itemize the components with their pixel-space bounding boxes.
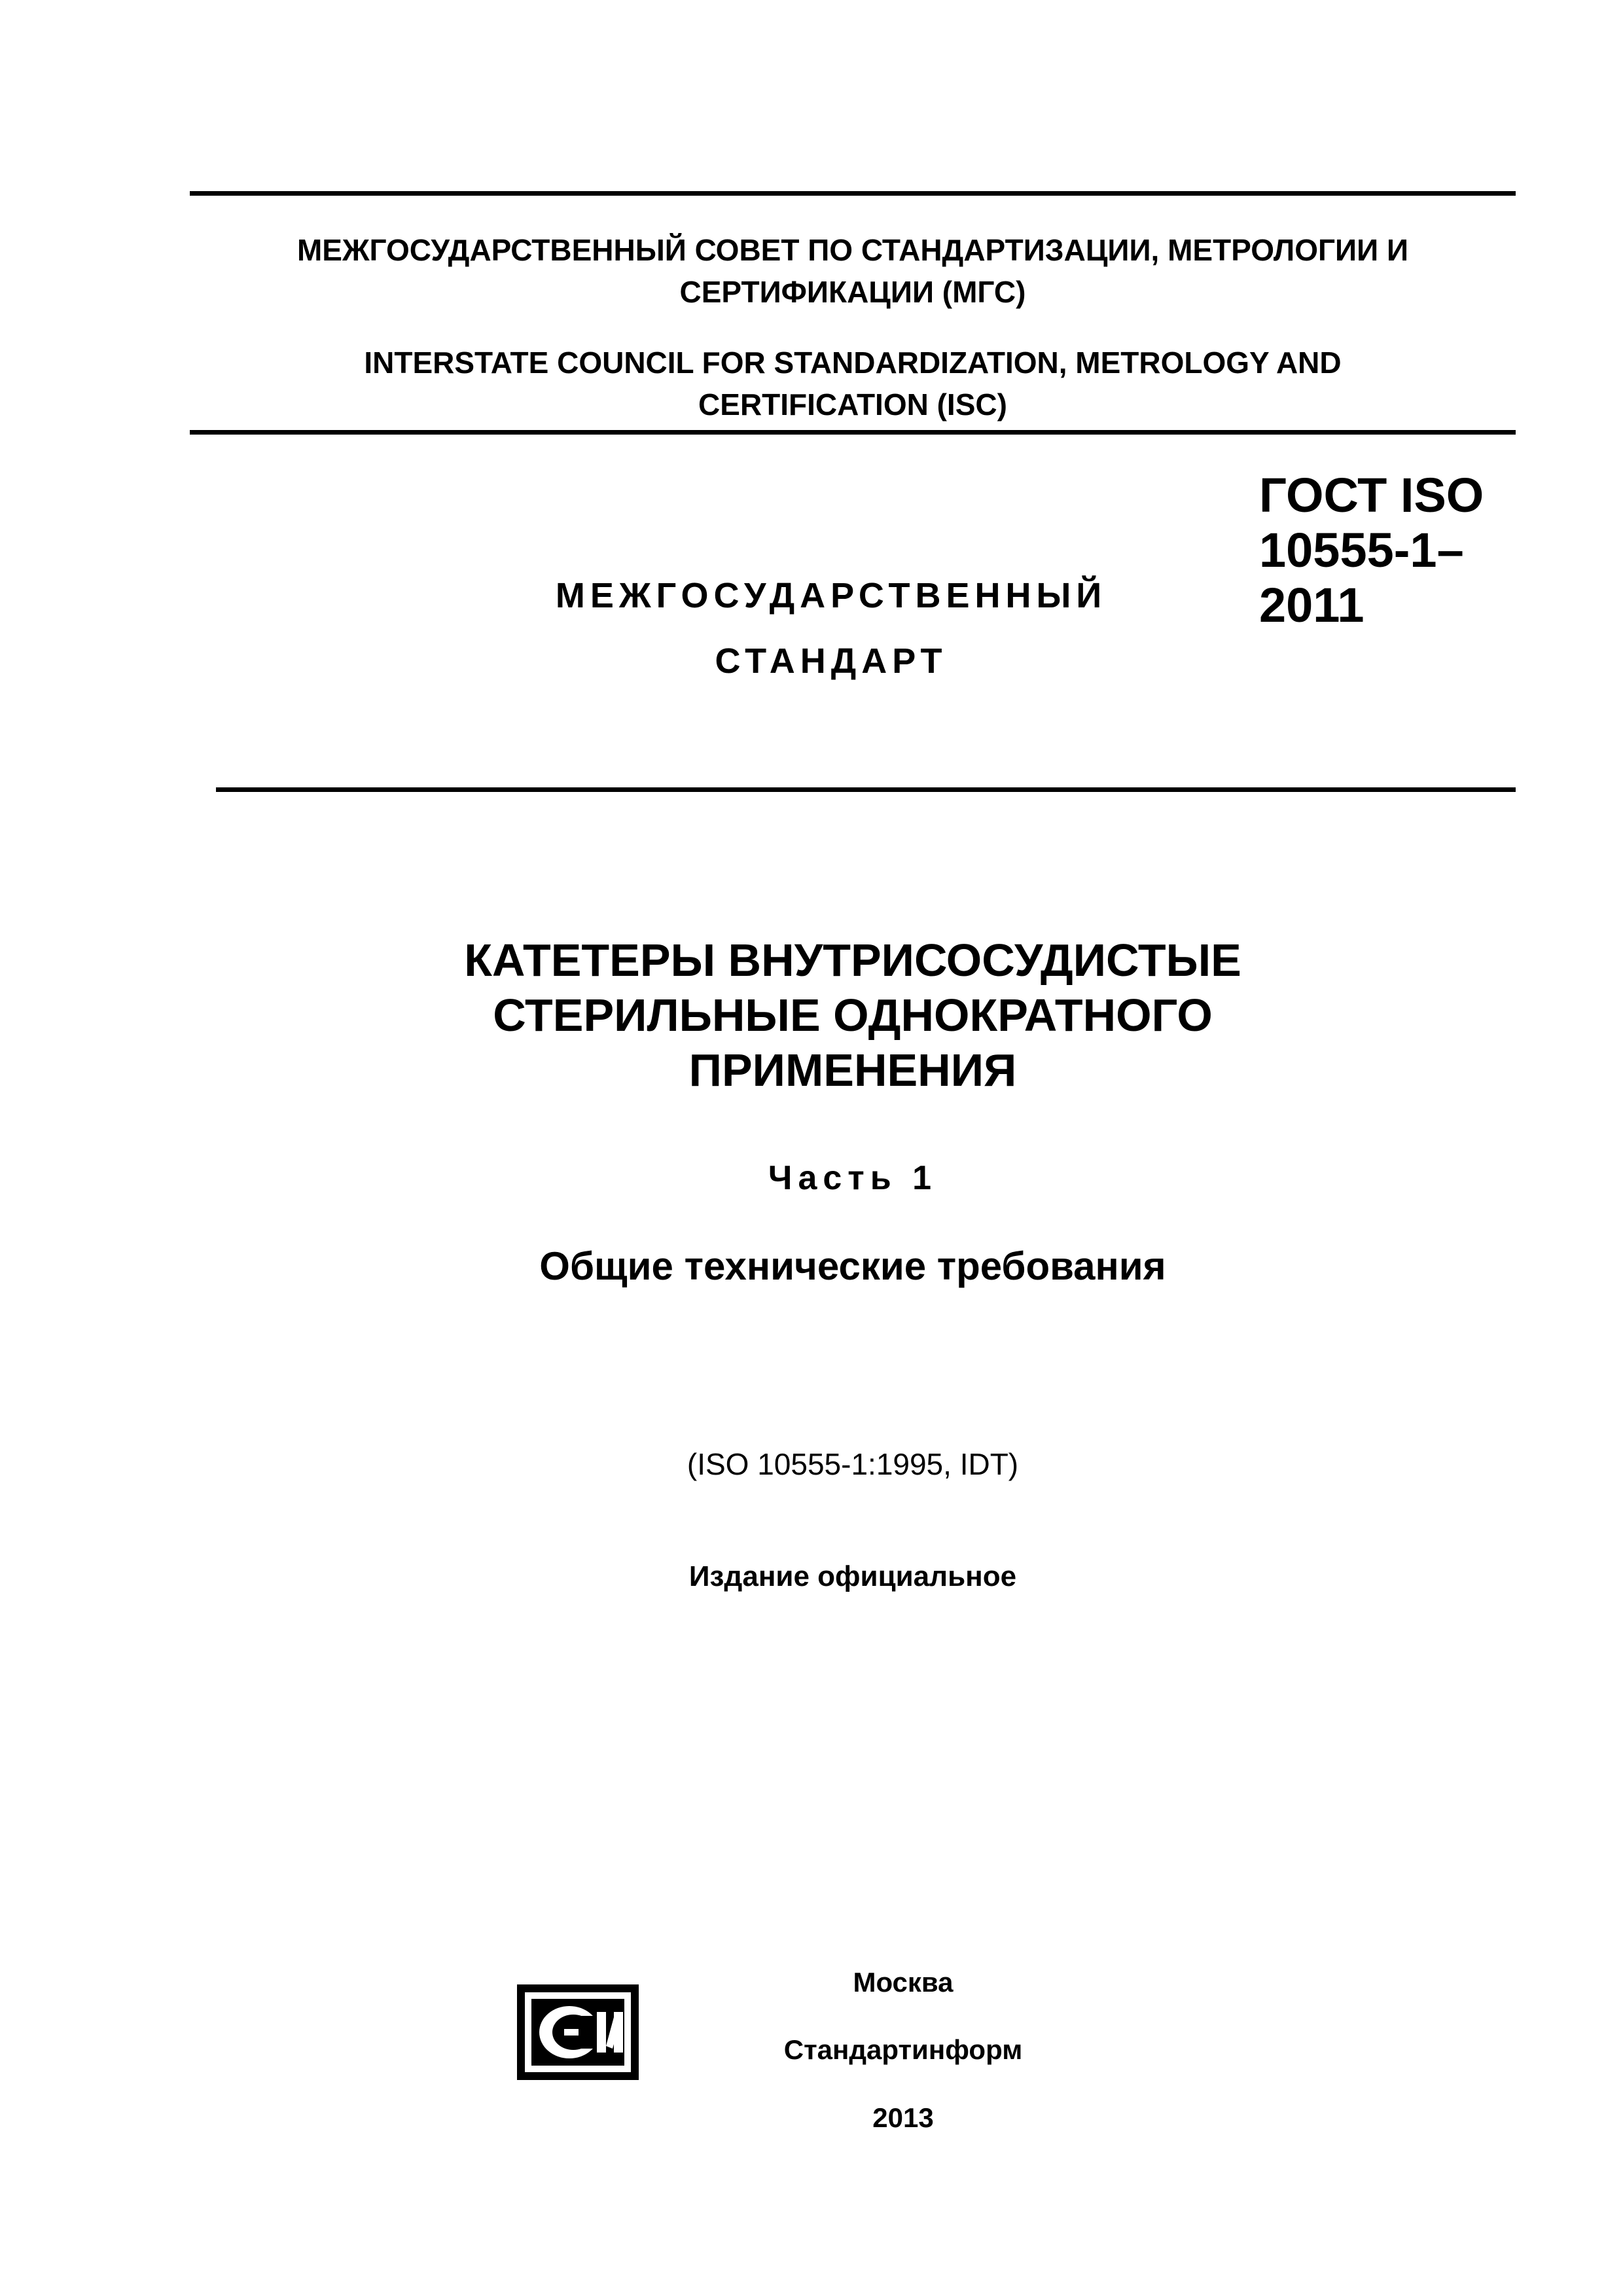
standard-designation-line2: 10555-1– — [1259, 523, 1464, 577]
imprint-publisher: Стандартинформ — [783, 2034, 1023, 2065]
imprint-year: 2013 — [872, 2102, 934, 2133]
standard-kind-line2: СТАНДАРТ — [715, 641, 948, 681]
document-title — [190, 933, 1516, 1098]
council-name-en — [190, 342, 1516, 425]
council-name-en-line1: INTERSTATE COUNCIL FOR STANDARDIZATION, METROLOGY AND — [364, 346, 1342, 380]
standard-designation-line1: ГОСТ ISO — [1259, 468, 1484, 522]
standartinform-logo-icon — [516, 1983, 640, 2081]
iso-reference: (ISO 10555-1:1995, IDT) — [687, 1447, 1019, 1481]
part-title: Общие технические требования — [539, 1244, 1166, 1288]
document-title-line2: СТЕРИЛЬНЫЕ ОДНОКРАТНОГО — [493, 990, 1213, 1041]
header-bottom-rule — [190, 430, 1516, 435]
council-name-ru — [190, 229, 1516, 313]
top-rule — [190, 191, 1516, 196]
imprint-city: Москва — [853, 1967, 954, 1998]
title-block-rule — [216, 787, 1516, 792]
standard-kind-line1: МЕЖГОСУДАРСТВЕННЫЙ — [555, 576, 1107, 615]
document-title-line1: КАТЕТЕРЫ ВНУТРИСОСУДИСТЫЕ — [464, 935, 1241, 986]
council-name-en-line2: CERTIFICATION (ISC) — [698, 387, 1007, 422]
part-label: Часть 1 — [768, 1159, 938, 1197]
standard-designation-line3: 2011 — [1259, 578, 1364, 632]
council-name-ru-line2: СЕРТИФИКАЦИИ (МГС) — [679, 275, 1026, 309]
document-title-line3: ПРИМЕНЕНИЯ — [688, 1045, 1017, 1096]
council-name-ru-line1: МЕЖГОСУДАРСТВЕННЫЙ СОВЕТ ПО СТАНДАРТИЗАЦИИ, МЕТРОЛОГИИ И — [296, 233, 1409, 267]
standard-kind — [504, 563, 1158, 694]
edition-note: Издание официальное — [688, 1560, 1017, 1592]
standard-designation — [1259, 468, 1521, 633]
